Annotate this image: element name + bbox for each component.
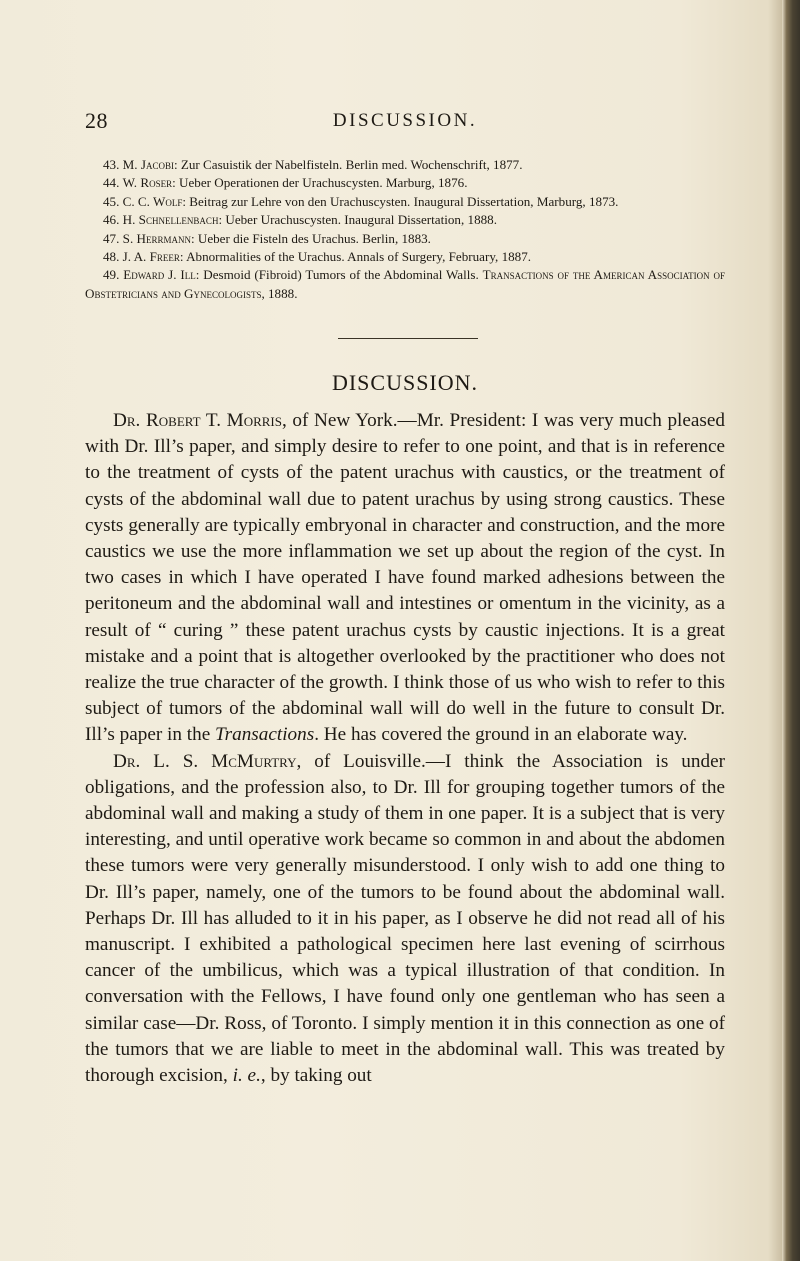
reference-item: 43. M. Jacobi: Zur Casuistik der Nabelfisteln. Berlin med. Wochenschrift, 1877.	[103, 157, 523, 172]
reference-author: W. Roser	[122, 175, 173, 191]
page-number: 28	[85, 108, 108, 133]
reference-author: C. C. Wolf	[122, 193, 183, 209]
section-divider	[338, 338, 478, 339]
binding-edge	[782, 0, 800, 1261]
running-head: DISCUSSION.	[332, 110, 478, 131]
italic-term: i. e.	[232, 1065, 261, 1087]
reference-item: 46. H. Schnellenbach: Ueber Urachuscysten. Inaugural Dissertation, 1888.	[103, 212, 497, 228]
italic-term: Transactions	[215, 724, 315, 746]
speaker-name: Dr. Robert T. Morris	[113, 410, 282, 431]
reference-item: 44. W. Roser: Ueber Operationen der Urachuscysten. Marburg, 1876.	[103, 175, 468, 191]
reference-item: 48. J. A. Freer: Abnormalities of the Urachus. Annals of Surgery, February, 1887.	[103, 249, 532, 265]
reference-item: 49. Edward J. Ill: Desmoid (Fibroid) Tumors of the Abdominal Walls. Transactions of the American Association of Obstetricians and Gynecologists, 1888.	[85, 267, 726, 301]
reference-item: 45. C. C. Wolf: Beitrag zur Lehre von den Urachuscysten. Inaugural Dissertation, Marburg, 1873.	[103, 193, 619, 209]
reference-author: H. Schnellenbach	[122, 212, 219, 228]
speaker-name: Dr. L. S. McMurtry	[113, 750, 297, 772]
reference-journal: Transactions of the American Association of Obstetricians and Gynecologists, 1888.	[85, 267, 726, 301]
page-shadow	[768, 0, 782, 1261]
section-title: DISCUSSION.	[331, 370, 479, 395]
page-header	[85, 108, 725, 136]
reference-author: M. Jacobi	[122, 157, 174, 172]
reference-author: S. Herrmann	[122, 230, 191, 246]
reference-item: 47. S. Herrmann: Ueber die Fisteln des Urachus. Berlin, 1883.	[103, 230, 431, 246]
discussion-paragraph: Dr. L. S. McMurtry, of Louisville.—I think the Association is under obligations, and the profession also, to Dr. Ill for grouping together tumors of the abdominal wall and making a study of them in one paper. It is a subject that is very interesting, and until operative work became so common in and about the abdomen these tumors were very generally misunderstood. I only wish to add one thing to Dr. Ill’s paper, namely, one of the tumors to be found about the abdominal wall. Perhaps Dr. Ill has alluded to it in his paper, as I observe he did not read all of his manuscript. I exhibited a pathological specimen here last evening of scirrhous cancer of the umbilicus, which was a typical illustration of that condition. In conversation with the Fellows, I have found only one gentleman who has seen a similar case—Dr. Ross, of Toronto. I simply mention it in this connection as one of the tumors that we are liable to meet in the abdominal wall. This was treated by thorough excision, i. e., by taking out	[85, 750, 725, 1087]
reference-list	[85, 156, 725, 303]
discussion-paragraph: Dr. Robert T. Morris, of New York.—Mr. President: I was very much pleased with Dr. Ill’s paper, and simply desire to refer to one point, and that is in reference to the treatment of cysts of the patent urachus with caustics, or the treatment of cysts of the abdominal wall due to patent urachus by using strong caustics. These cysts generally are typically embryonal in character and construction, and the more caustics we use the more inflammation we set up about the region of the cyst. In two cases in which I have operated I have found marked adhesions between the peritoneum and the abdominal wall and intestines or omentum in the vicinity, as a result of “ curing ” these patent urachus cysts by caustic injections. It is a great mistake and a point that is altogether overlooked by the practitioner who does not realize the true character of the growth. I think those of us who wish to refer to this subject of tumors of the abdominal wall will do well in the future to consult Dr. Ill’s paper in the Transactions. He has covered the ground in an elaborate way.	[85, 410, 725, 746]
discussion-body	[85, 408, 725, 1089]
reference-author: J. A. Freer	[122, 249, 180, 265]
reference-author: Edward J. Ill	[123, 267, 196, 283]
